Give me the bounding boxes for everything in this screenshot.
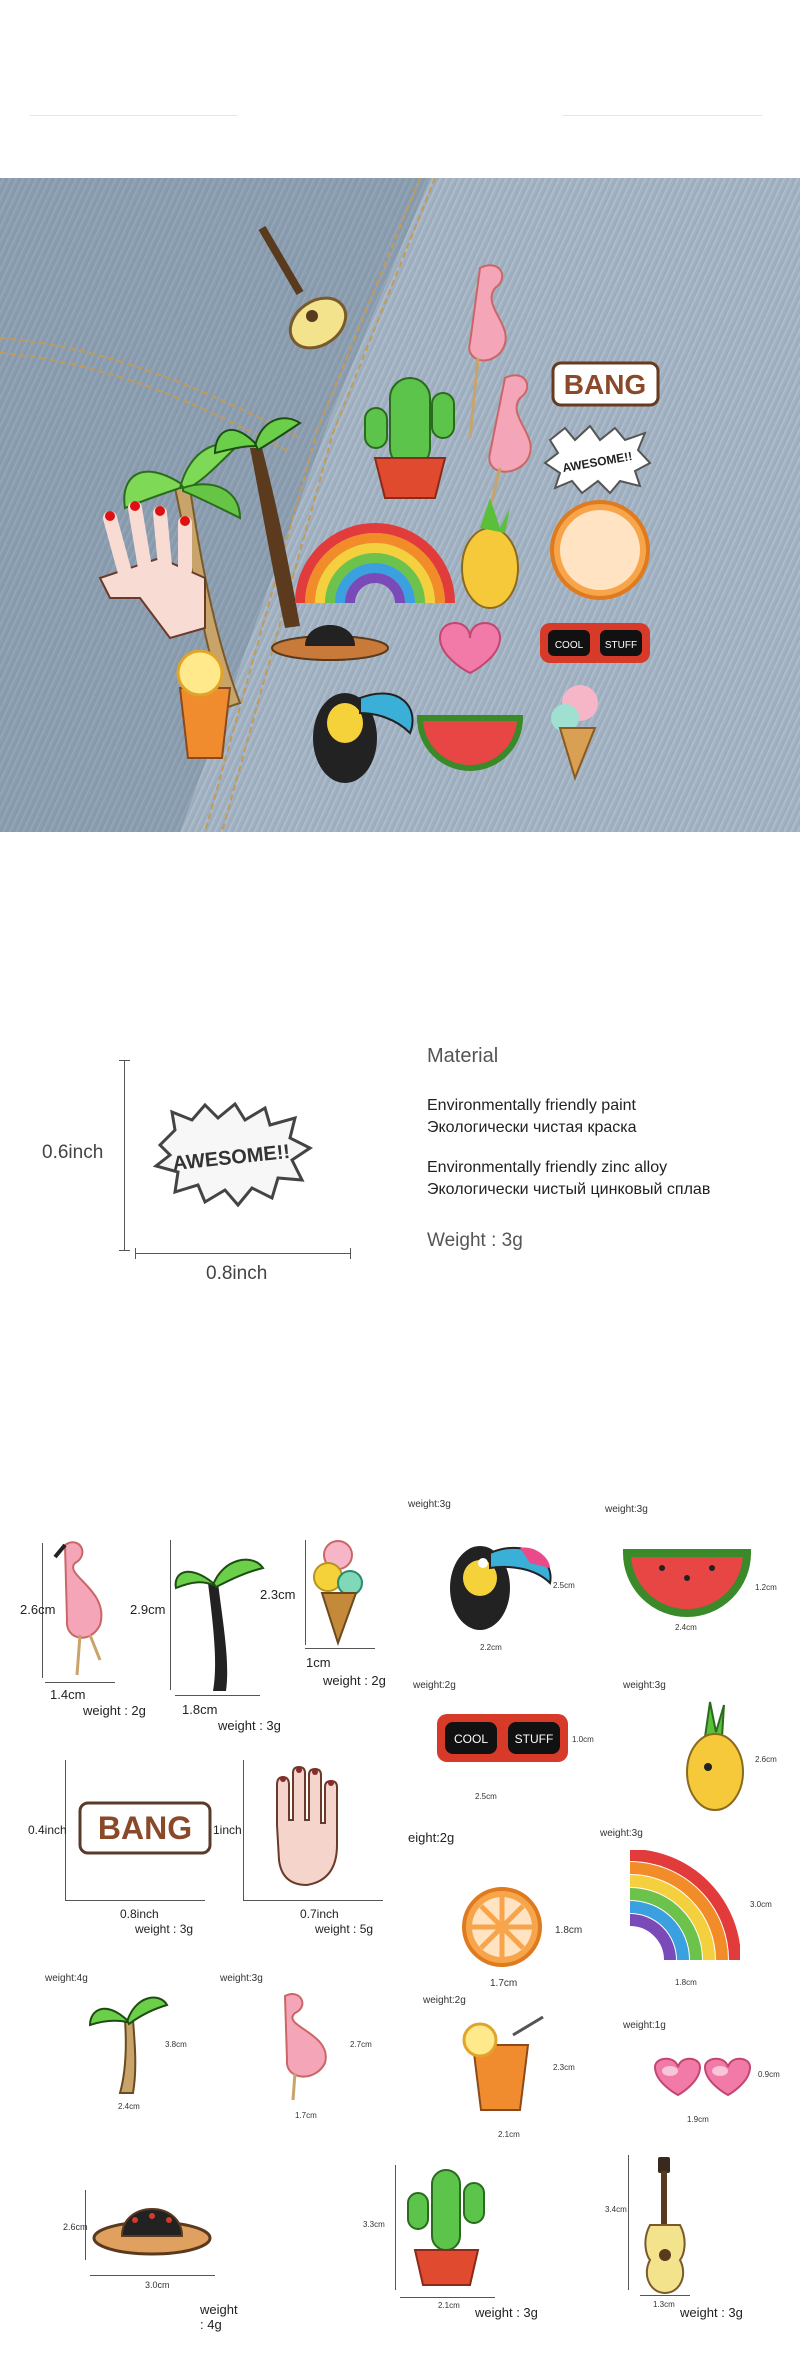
watermelon-height: 1.2cm [755, 1583, 777, 1592]
guitar-pin-card [595, 2150, 795, 2325]
orange-slice-pin-card [405, 1820, 605, 1995]
palm2-width: 2.4cm [118, 2102, 140, 2111]
material-title: Material [427, 1045, 499, 1067]
orange-width: 1.7cm [490, 1978, 518, 1989]
height-label: 0.6inch [42, 1142, 104, 1163]
rainbow-width: 1.8cm [675, 1978, 697, 1987]
stuff-text: STUFF [514, 1732, 554, 1746]
icecream1-width: 1cm [306, 1655, 331, 1670]
flamingo1-height: 2.6cm [20, 1602, 56, 1617]
guitar-height: 3.4cm [605, 2205, 627, 2214]
width-label: 0.8inch [206, 1263, 268, 1284]
palm1-height: 2.9cm [130, 1602, 166, 1617]
bang-text: BANG [97, 1810, 193, 1846]
icecream1-height: 2.3cm [260, 1587, 296, 1602]
awesome-text: AWESOME!! [171, 1140, 292, 1176]
top-divider-left [30, 115, 238, 116]
guitar-width: 1.3cm [653, 2300, 675, 2309]
drink-pin [178, 651, 230, 758]
hat-width: 3.0cm [145, 2280, 170, 2290]
ice-cream-pin-card [258, 1535, 408, 1695]
cool-text: COOL [453, 1732, 489, 1746]
hero-product-photo [0, 178, 800, 832]
glasses-height: 1.0cm [572, 1735, 594, 1744]
cactus-pin-card [360, 2155, 580, 2325]
hand-width: 0.7inch [300, 1907, 339, 1921]
sombrero-pin-card [35, 2170, 238, 2332]
weight-label: Weight : 3g [427, 1230, 523, 1251]
palm2-height: 3.8cm [165, 2040, 187, 2049]
top-divider-right [562, 115, 762, 116]
flamingo2-height: 2.7cm [350, 2040, 372, 2049]
icecream1-weight: weight : 2g [323, 1673, 386, 1688]
rainbow-pin-card [600, 1820, 795, 1995]
palm-tree-pin-card-2 [40, 1968, 210, 2118]
heart-glasses-pin-card [615, 2015, 795, 2140]
bang-pin-text: BANG [563, 369, 647, 400]
alloy-en: Environmentally friendly zinc alloy [427, 1159, 668, 1176]
glasses-weight: weight:2g [413, 1680, 456, 1691]
awesome-pin-text: AWESOME!! [561, 449, 634, 476]
pineapple-pin-card [615, 1672, 795, 1822]
bang-width: 0.8inch [120, 1907, 159, 1921]
watermelon-width: 2.4cm [675, 1623, 697, 1632]
heartglasses-weight: weight:1g [623, 2020, 666, 2031]
cool-stuff-glasses-pin [540, 623, 650, 663]
watermelon-weight: weight:3g [605, 1504, 648, 1515]
cool-pin-text: COOL [554, 640, 584, 651]
toucan-height: 2.5cm [553, 1581, 575, 1590]
bang-weight: weight : 3g [135, 1922, 194, 1936]
palm1-weight: weight : 3g [218, 1718, 281, 1733]
palm1-width: 1.8cm [182, 1702, 218, 1717]
bang-pin-card [20, 1755, 215, 1936]
pineapple-weight: weight:3g [623, 1680, 666, 1691]
awesome-pin-image [150, 1100, 315, 1210]
orange-slice-pin [552, 502, 648, 598]
glasses-width: 2.5cm [475, 1792, 497, 1801]
cactus-weight: weight : 3g [475, 2305, 538, 2320]
toucan-pin-card [405, 1493, 575, 1658]
awesome-pin-diagram [40, 1050, 370, 1290]
orange-height: 1.8cm [555, 1925, 583, 1936]
toucan-weight: weight:3g [408, 1499, 451, 1510]
hat-height: 2.6cm [63, 2222, 88, 2232]
heartglasses-width: 1.9cm [687, 2115, 709, 2124]
width-dimension-line [135, 1253, 350, 1254]
cactus-height: 3.3cm [363, 2220, 385, 2229]
palm2-weight: weight:4g [45, 1973, 88, 1984]
flamingo1-weight: weight : 2g [83, 1703, 146, 1718]
paint-en: Environmentally friendly paint [427, 1097, 636, 1114]
cactus-width: 2.1cm [438, 2301, 460, 2310]
alloy-ru: Экологически чистый цинковый сплав [427, 1181, 711, 1198]
drink-height: 2.3cm [553, 2063, 575, 2072]
drink-weight: weight:2g [423, 1995, 466, 2006]
watermelon-pin-card [600, 1498, 790, 1638]
drink-pin-card [418, 1990, 598, 2145]
hand-height: 1inch [213, 1823, 242, 1837]
drink-width: 2.1cm [498, 2130, 520, 2139]
bang-height: 0.4inch [28, 1823, 67, 1837]
guitar-weight: weight : 3g [680, 2305, 743, 2320]
height-dimension-line [124, 1060, 125, 1250]
hand-pin-card [205, 1755, 390, 1935]
paint-ru: Экологически чистая краска [427, 1119, 637, 1136]
flamingo2-weight: weight:3g [220, 1973, 263, 1984]
cool-stuff-glasses-card [410, 1672, 600, 1812]
bang-pin [553, 363, 658, 405]
toucan-width: 2.2cm [480, 1643, 502, 1652]
orange-weight: eight:2g [408, 1830, 455, 1845]
rainbow-height: 3.0cm [750, 1900, 772, 1909]
heartglasses-height: 0.9cm [758, 2070, 780, 2079]
pineapple-height: 2.6cm [755, 1755, 777, 1764]
rainbow-weight: weight:3g [600, 1828, 643, 1839]
flamingo2-width: 1.7cm [295, 2111, 317, 2120]
flamingo-pin-card-2 [215, 1968, 390, 2128]
hand-weight: weight : 5g [315, 1922, 374, 1936]
flamingo1-width: 1.4cm [50, 1687, 86, 1702]
hat-weight: weight : 4g [200, 2302, 238, 2332]
stuff-pin-text: STUFF [604, 640, 638, 651]
